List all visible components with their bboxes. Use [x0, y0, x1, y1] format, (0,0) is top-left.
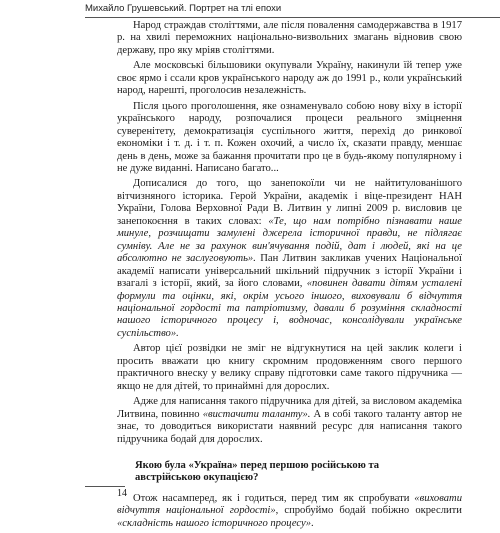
- section-paragraph-text: Отож насамперед, як і годиться, перед тим як спробувати: [133, 492, 415, 504]
- paragraph-1: Народ страждав століттями, але після повалення самодержавства в 1917 р. на хвилі переможних національно-визвольних змагань відновив свою державу, про яку мріяв століттями.: [117, 20, 462, 56]
- paragraph-6-text: А в собі такого таланту автор не знає, то доводиться використати наявний ресурс для написання такого підручника бодай для дорослих.: [117, 408, 462, 445]
- paragraph-2: Але московські більшовики окупували Україну, накинули їй тепер уже своє ярмо і ссали кров українського народу аж до 1991 р., коли український народ, нарешті, проголосив незалежність.: [117, 60, 462, 97]
- footer-divider: [85, 486, 125, 487]
- quote-pride: «виховати відчуття національної гордості»: [117, 492, 462, 517]
- paragraph-4: [117, 178, 462, 340]
- section-heading: Якою була «Україна» перед першою російською та австрійською окупацією?: [135, 459, 380, 484]
- section-paragraph-text: , спробуймо бодай побіжно окреслити: [275, 505, 462, 517]
- paragraph-4-text: Пан Литвин закликав учених Національної академії написати універсальний шкільний підручник з історії України і взагалі з історії, який, за його словами,: [117, 253, 462, 290]
- paragraph-4-text: Дописалися до того, що занепокоїли чи не найтитулованішого вітчизняного історика. Герой України, академік і віце-президент НАН України, Голова Верховної Ради В. Литвин у липні 2009 р. висловив це занепокоєння в таких словах:: [117, 178, 462, 227]
- paragraph-6-text: Адже для написання такого підручника для дітей, за висловом академіка Литвина, повинно: [117, 396, 462, 420]
- section-paragraph-text: .: [311, 517, 314, 529]
- section-paragraph: [117, 493, 462, 530]
- running-header: Михайло Грушевський. Портрет на тлі епохи: [85, 3, 282, 14]
- header-divider: [85, 17, 500, 18]
- quote-litvin-1: «Те, що нам потрібно пізнавати наше минуле, розчищати замулені джерела історичної правди, не підлягає сумніву. Але не за рахунок вин'ячування подій, дат і людей, які на це абсолютно не заслуговують».: [117, 215, 462, 265]
- body-text: [117, 20, 462, 533]
- paragraph-5: Автор цієї розвідки не зміг не відгукнутися на цей заклик колеги і просить вважати цю книгу скромним продовженням свого першого практичного внеску у велику справу підготовки саме такого підручника — якщо не для дітей, то принаймні для дорослих.: [117, 343, 462, 392]
- page-number: 14: [117, 488, 127, 499]
- paragraph-3: Після цього проголошення, яке ознаменувало собою нову віху в історії українського народу, розпочалися процеси реального зміцнення суверенітету, демократизація суспільного життя, перехід до ринкової економіки і т. д. і т. п. Кожен охочий, а число їх, сказати правду, меншає день в день, може за бажання прочитати про це в будь-якому популярному і не дуже виданні. Написано багато...: [117, 100, 462, 174]
- quote-complexity: «складність нашого історичного процесу»: [117, 517, 312, 529]
- quote-talent: «вистачити таланту».: [202, 408, 311, 420]
- quote-litvin-2: «повинен давати дітям усталені формули та оцінки, які, окрім усього іншого, виховували б відчуття національної гордості та патріотизму, давали б розуміння складності нашого історичного процесу і, водночас, консолідували українське суспільство».: [117, 278, 463, 339]
- paragraph-6: [117, 396, 462, 446]
